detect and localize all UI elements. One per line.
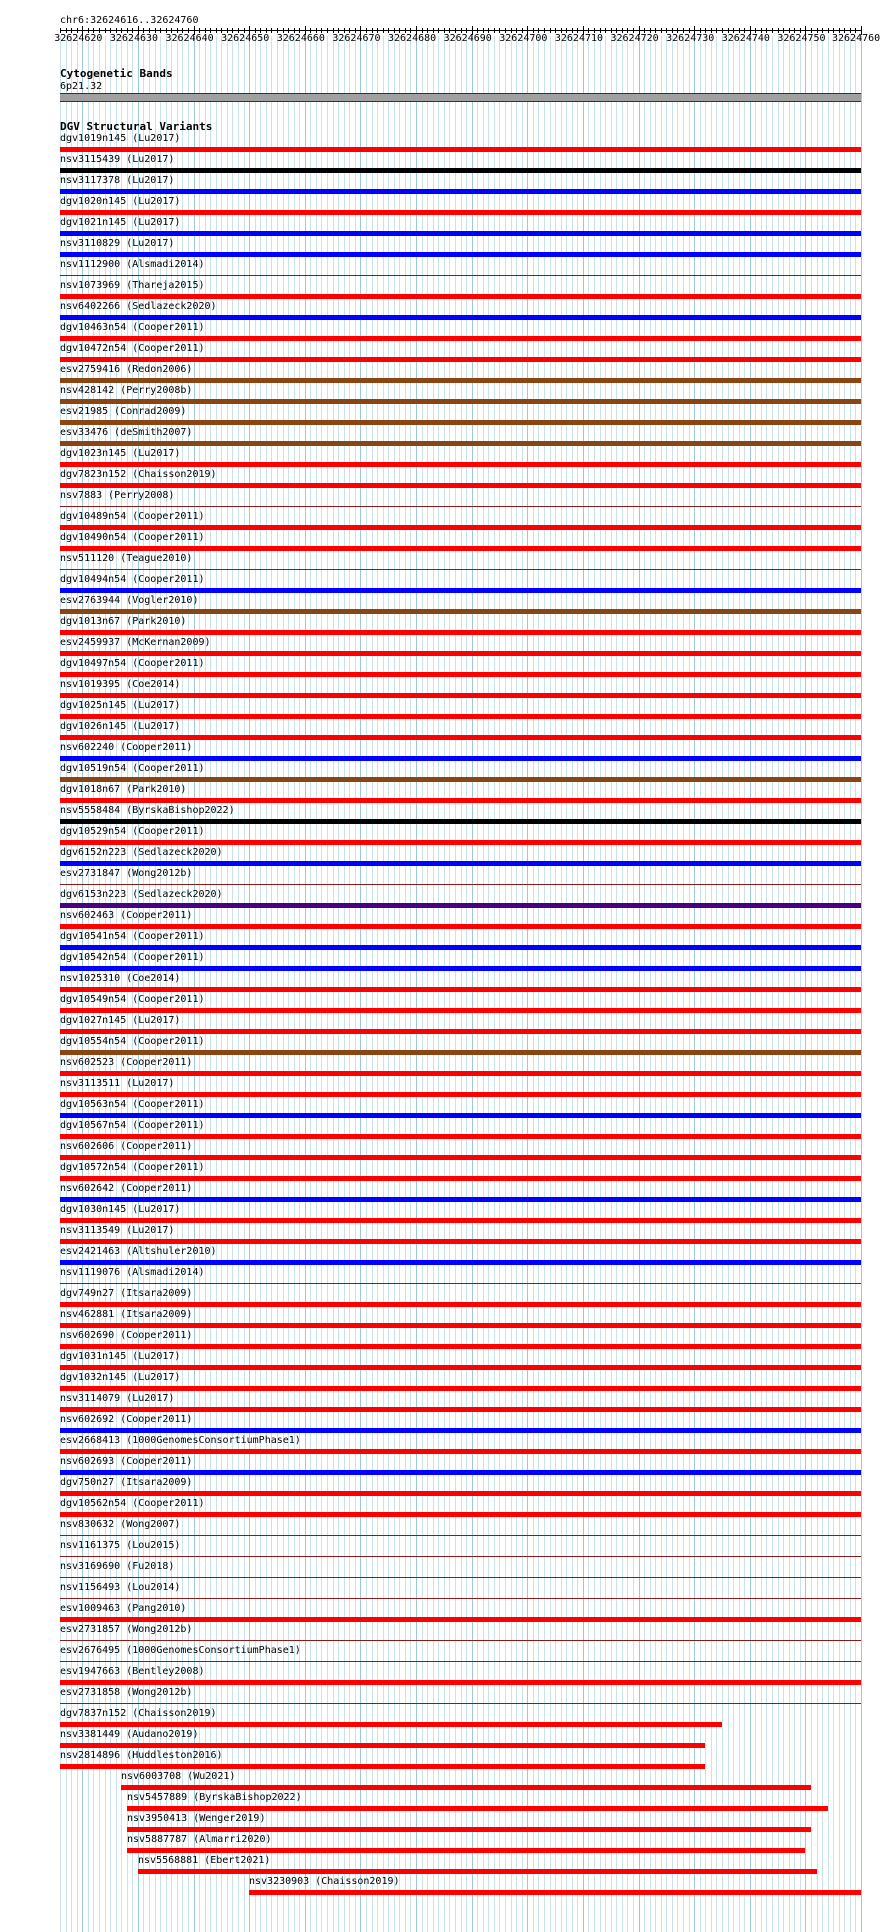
ruler-location: chr6:32624616..32624760 [60, 15, 199, 26]
variant-label[interactable]: nsv1073969 (Thareja2015) [60, 280, 205, 291]
variant-label[interactable]: dgv10549n54 (Cooper2011) [60, 994, 205, 1005]
variant-bar[interactable] [60, 1743, 705, 1748]
variant-label[interactable]: nsv602463 (Cooper2011) [60, 910, 193, 921]
variant-label[interactable]: dgv750n27 (Itsara2009) [60, 1477, 193, 1488]
ruler-tick-label: 32624650 [221, 33, 270, 44]
variant-bar[interactable] [60, 1008, 861, 1013]
variant-empty-track [60, 1661, 861, 1662]
ruler-tick-label: 32624630 [109, 33, 159, 44]
variant-bar[interactable] [60, 294, 861, 299]
variant-label[interactable]: dgv7823n152 (Chaisson2019) [60, 469, 217, 480]
variant-label[interactable]: dgv10572n54 (Cooper2011) [60, 1162, 205, 1173]
variant-label[interactable]: esv1009463 (Pang2010) [60, 1603, 187, 1614]
variant-bar[interactable] [60, 1050, 861, 1055]
variant-label[interactable]: nsv511120 (Teague2010) [60, 553, 193, 564]
variant-bar[interactable] [138, 1869, 817, 1874]
variant-bar[interactable] [60, 210, 861, 215]
variant-bar[interactable] [60, 357, 861, 362]
variant-label[interactable]: nsv830632 (Wong2007) [60, 1519, 181, 1530]
variant-empty-track [60, 1703, 861, 1704]
variant-empty-track [60, 1577, 861, 1578]
variant-bar[interactable] [60, 420, 861, 425]
variant-bar[interactable] [60, 1029, 861, 1034]
variant-label[interactable]: dgv1031n145 (Lu2017) [60, 1351, 181, 1362]
variant-label[interactable]: nsv462881 (Itsara2009) [60, 1309, 193, 1320]
variant-label[interactable]: nsv6003708 (Wu2021) [121, 1771, 236, 1782]
variant-bar[interactable] [60, 336, 861, 341]
variant-bar[interactable] [60, 1470, 861, 1475]
variant-label[interactable]: nsv3381449 (Audano2019) [60, 1729, 199, 1740]
ruler-tick-label: 32624620 [54, 33, 103, 44]
variant-bar[interactable] [60, 840, 861, 845]
variant-bar[interactable] [60, 735, 861, 740]
variant-bar[interactable] [60, 609, 861, 614]
variant-label[interactable]: esv21985 (Conrad2009) [60, 406, 187, 417]
variant-bar[interactable] [60, 945, 861, 950]
variant-label[interactable]: dgv10489n54 (Cooper2011) [60, 511, 205, 522]
variant-bar[interactable] [60, 1323, 861, 1328]
variant-label[interactable]: dgv7837n152 (Chaisson2019) [60, 1708, 217, 1719]
variant-label[interactable]: nsv1025310 (Coe2014) [60, 973, 181, 984]
variant-label[interactable]: dgv10542n54 (Cooper2011) [60, 952, 205, 963]
variant-label[interactable]: nsv5568881 (Ebert2021) [138, 1855, 271, 1866]
variant-label[interactable]: nsv1119076 (Alsmadi2014) [60, 1267, 205, 1278]
variant-label[interactable]: esv33476 (deSmith2007) [60, 427, 193, 438]
variant-bar[interactable] [60, 1680, 861, 1685]
variant-bar[interactable] [60, 147, 861, 152]
variant-bar[interactable] [60, 1302, 861, 1307]
variant-bar[interactable] [60, 651, 861, 656]
dgv-track-title: DGV Structural Variants [60, 120, 213, 133]
variant-bar[interactable] [60, 462, 861, 467]
variant-label[interactable]: nsv602690 (Cooper2011) [60, 1330, 193, 1341]
variant-bar[interactable] [60, 1617, 861, 1622]
variant-bar[interactable] [60, 903, 861, 908]
variant-bar[interactable] [60, 693, 861, 698]
variant-bar[interactable] [60, 315, 861, 320]
ruler-tick-label: 32624730 [666, 33, 715, 44]
variant-label[interactable]: nsv602240 (Cooper2011) [60, 742, 193, 753]
variant-bar[interactable] [60, 1386, 861, 1391]
variant-label[interactable]: dgv1019n145 (Lu2017) [60, 133, 181, 144]
variant-label[interactable]: nsv3115439 (Lu2017) [60, 154, 175, 165]
variant-bar[interactable] [60, 1344, 861, 1349]
variant-bar[interactable] [60, 1239, 861, 1244]
variant-label[interactable]: dgv1027n145 (Lu2017) [60, 1015, 181, 1026]
variant-label[interactable]: dgv749n27 (Itsara2009) [60, 1288, 193, 1299]
ruler-tick-label: 32624670 [332, 33, 381, 44]
variant-label[interactable]: nsv1019395 (Coe2014) [60, 679, 181, 690]
variant-bar[interactable] [60, 483, 861, 488]
variant-label[interactable]: dgv10567n54 (Cooper2011) [60, 1120, 205, 1131]
variant-label[interactable]: dgv1030n145 (Lu2017) [60, 1204, 181, 1215]
variant-label[interactable]: dgv10497n54 (Cooper2011) [60, 658, 205, 669]
variant-label[interactable]: dgv1013n67 (Park2010) [60, 616, 187, 627]
variant-label[interactable]: nsv602693 (Cooper2011) [60, 1456, 193, 1467]
variant-label[interactable]: esv2759416 (Redon2006) [60, 364, 193, 375]
variant-empty-track [60, 569, 861, 570]
variant-label[interactable]: nsv5558484 (ByrskaBishop2022) [60, 805, 235, 816]
variant-bar[interactable] [60, 1197, 861, 1202]
variant-label[interactable]: dgv10541n54 (Cooper2011) [60, 931, 205, 942]
variant-label[interactable]: nsv3169690 (Fu2018) [60, 1561, 175, 1572]
cytoband-track-title: Cytogenetic Bands [60, 67, 173, 80]
variant-label[interactable]: nsv602523 (Cooper2011) [60, 1057, 193, 1068]
variant-bar[interactable] [60, 168, 861, 173]
variant-label[interactable]: nsv7883 (Perry2008) [60, 490, 175, 501]
variant-bar[interactable] [60, 1113, 861, 1118]
variant-empty-track [60, 1283, 861, 1284]
variant-label[interactable]: dgv1023n145 (Lu2017) [60, 448, 181, 459]
variant-label[interactable]: nsv3114079 (Lu2017) [60, 1393, 175, 1404]
variant-bar[interactable] [60, 1155, 861, 1160]
variant-bar[interactable] [60, 1218, 861, 1223]
variant-bar[interactable] [60, 1071, 861, 1076]
ruler-tick-label: 32624710 [554, 33, 604, 44]
variant-bar[interactable] [60, 441, 861, 446]
variant-bar[interactable] [60, 714, 861, 719]
variant-label[interactable]: esv2676495 (1000GenomesConsortiumPhase1) [60, 1645, 301, 1656]
variant-label[interactable]: dgv1032n145 (Lu2017) [60, 1372, 181, 1383]
variant-label[interactable]: dgv10472n54 (Cooper2011) [60, 343, 205, 354]
variant-bar[interactable] [60, 189, 861, 194]
variant-label[interactable]: dgv10494n54 (Cooper2011) [60, 574, 205, 585]
variant-label[interactable]: nsv3230903 (Chaisson2019) [249, 1876, 400, 1887]
variant-bar[interactable] [60, 966, 861, 971]
variant-bar[interactable] [60, 1407, 861, 1412]
variant-bar[interactable] [60, 378, 861, 383]
variant-bar[interactable] [60, 798, 861, 803]
variant-bar[interactable] [121, 1785, 811, 1790]
variant-bar[interactable] [60, 525, 861, 530]
variant-bar[interactable] [60, 1491, 861, 1496]
variant-label[interactable]: esv2459937 (McKernan2009) [60, 637, 211, 648]
variant-label[interactable]: dgv6152n223 (Sedlazeck2020) [60, 847, 223, 858]
variant-label[interactable]: dgv10554n54 (Cooper2011) [60, 1036, 205, 1047]
ruler-tick-label: 32624750 [777, 33, 826, 44]
variant-label[interactable]: dgv10519n54 (Cooper2011) [60, 763, 205, 774]
ruler-tick-label: 32624720 [610, 33, 659, 44]
variant-empty-track [60, 1556, 861, 1557]
variant-label[interactable]: nsv3113549 (Lu2017) [60, 1225, 175, 1236]
ruler-tick-label: 32624660 [276, 33, 325, 44]
variant-bar[interactable] [60, 1512, 861, 1517]
variant-label[interactable]: nsv602606 (Cooper2011) [60, 1141, 193, 1152]
variant-label[interactable]: nsv6402266 (Sedlazeck2020) [60, 301, 217, 312]
variant-label[interactable]: esv2421463 (Altshuler2010) [60, 1246, 217, 1257]
variant-empty-track [60, 1598, 861, 1599]
cytoband-label: 6p21.32 [60, 81, 103, 92]
variant-label[interactable]: nsv602642 (Cooper2011) [60, 1183, 193, 1194]
variant-bar[interactable] [60, 987, 861, 992]
variant-label[interactable]: nsv3117378 (Lu2017) [60, 175, 175, 186]
variant-bar[interactable] [60, 1722, 722, 1727]
variant-label[interactable]: nsv5887787 (Almarri2020) [127, 1834, 272, 1845]
variant-bar[interactable] [60, 630, 861, 635]
variant-label[interactable]: esv2731857 (Wong2012b) [60, 1624, 193, 1635]
variant-label[interactable]: nsv428142 (Perry2008b) [60, 385, 193, 396]
variant-bar[interactable] [60, 861, 861, 866]
variant-bar[interactable] [60, 1092, 861, 1097]
variant-bar[interactable] [60, 588, 861, 593]
variant-label[interactable]: nsv3113511 (Lu2017) [60, 1078, 175, 1089]
variant-label[interactable]: dgv10529n54 (Cooper2011) [60, 826, 205, 837]
variant-label[interactable]: dgv10563n54 (Cooper2011) [60, 1099, 205, 1110]
variant-bar[interactable] [60, 546, 861, 551]
ruler-tick-label: 32624760 [832, 33, 881, 44]
variant-bar[interactable] [60, 399, 861, 404]
variant-label[interactable]: nsv1156493 (Lou2014) [60, 1582, 181, 1593]
variant-bar[interactable] [60, 756, 861, 761]
variant-label[interactable]: dgv10490n54 (Cooper2011) [60, 532, 205, 543]
variant-label[interactable]: esv2668413 (1000GenomesConsortiumPhase1) [60, 1435, 301, 1446]
variant-bar[interactable] [127, 1848, 805, 1853]
cytoband-bar[interactable] [60, 93, 861, 102]
ruler-tick-label: 32624700 [499, 33, 548, 44]
variant-bar[interactable] [60, 819, 861, 824]
variant-label[interactable]: dgv1020n145 (Lu2017) [60, 196, 181, 207]
ruler-tick-label: 32624690 [443, 33, 492, 44]
variant-bar[interactable] [60, 777, 861, 782]
variant-bar[interactable] [60, 1365, 861, 1370]
variant-label[interactable]: esv2763944 (Vogler2010) [60, 595, 199, 606]
variant-bar[interactable] [60, 1134, 861, 1139]
variant-label[interactable]: dgv1025n145 (Lu2017) [60, 700, 181, 711]
variant-bar[interactable] [60, 1449, 861, 1454]
ruler-tick-label: 32624640 [165, 33, 214, 44]
variant-label[interactable]: esv2731858 (Wong2012b) [60, 1687, 193, 1698]
variant-label[interactable]: dgv10562n54 (Cooper2011) [60, 1498, 205, 1509]
variant-label[interactable]: nsv3110829 (Lu2017) [60, 238, 175, 249]
variant-bar[interactable] [60, 1176, 861, 1181]
variant-bar[interactable] [60, 1764, 705, 1769]
variant-bar[interactable] [60, 231, 861, 236]
variant-bar[interactable] [127, 1827, 811, 1832]
variant-label[interactable]: esv1947663 (Bentley2008) [60, 1666, 205, 1677]
variant-empty-track [60, 506, 861, 507]
variant-bar[interactable] [60, 252, 861, 257]
variant-bar[interactable] [127, 1806, 828, 1811]
variant-bar[interactable] [60, 1428, 861, 1433]
variant-empty-track [60, 884, 861, 885]
variant-label[interactable]: dgv1018n67 (Park2010) [60, 784, 187, 795]
variant-label[interactable]: dgv6153n223 (Sedlazeck2020) [60, 889, 223, 900]
variant-bar[interactable] [60, 672, 861, 677]
variant-label[interactable]: nsv1112900 (Alsmadi2014) [60, 259, 205, 270]
variant-label[interactable]: nsv3950413 (Wenger2019) [127, 1813, 266, 1824]
variant-label[interactable]: dgv10463n54 (Cooper2011) [60, 322, 205, 333]
variant-label[interactable]: dgv1021n145 (Lu2017) [60, 217, 181, 228]
variant-label[interactable]: nsv1161375 (Lou2015) [60, 1540, 181, 1551]
variant-label[interactable]: esv2731847 (Wong2012b) [60, 868, 193, 879]
ruler-tick-label: 32624740 [721, 33, 770, 44]
variant-bar[interactable] [60, 1260, 861, 1265]
variant-empty-track [60, 275, 861, 276]
variant-label[interactable]: nsv5457889 (ByrskaBishop2022) [127, 1792, 302, 1803]
variant-label[interactable]: nsv2814896 (Huddleston2016) [60, 1750, 223, 1761]
variant-bar[interactable] [60, 924, 861, 929]
ruler-tick-label: 32624680 [388, 33, 437, 44]
variant-empty-track [60, 1535, 861, 1536]
variant-label[interactable]: nsv602692 (Cooper2011) [60, 1414, 193, 1425]
variant-label[interactable]: dgv1026n145 (Lu2017) [60, 721, 181, 732]
variant-bar[interactable] [249, 1890, 861, 1895]
variant-empty-track [60, 1640, 861, 1641]
